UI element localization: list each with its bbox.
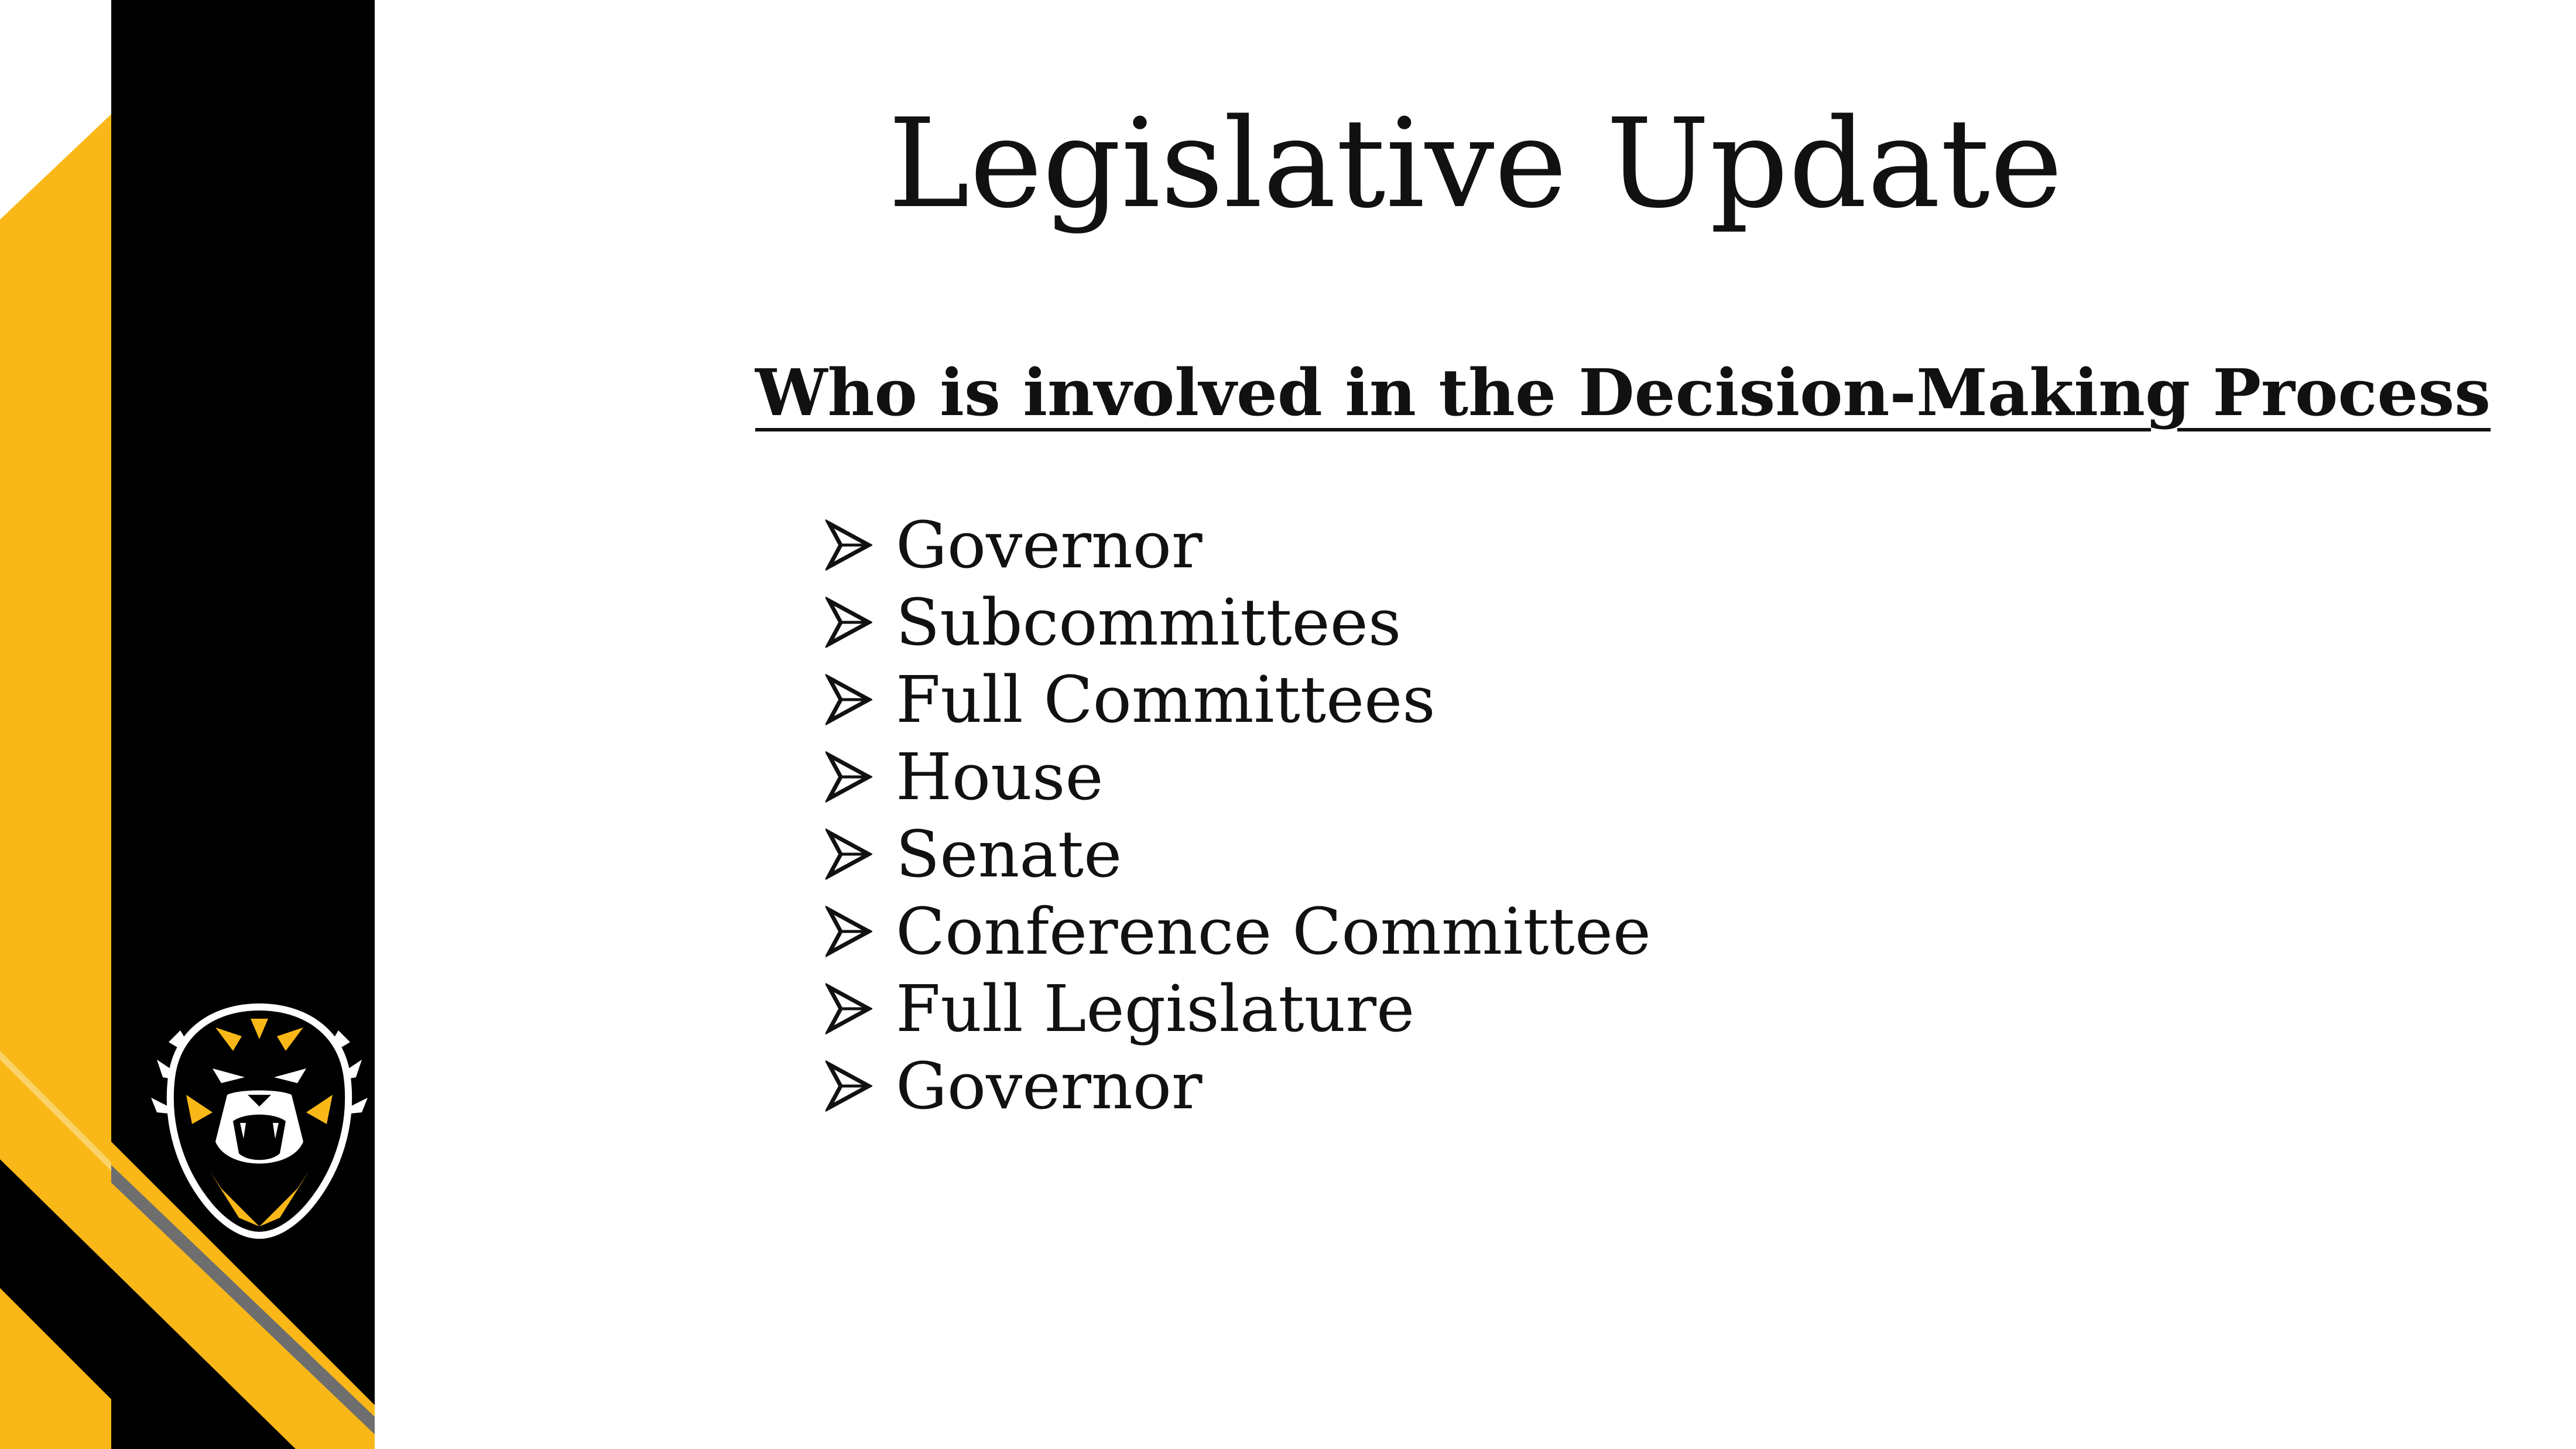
arrowhead-bullet-icon bbox=[825, 905, 872, 958]
bullet-text: Full Legislature bbox=[896, 971, 1415, 1046]
bullet-text: House bbox=[896, 739, 1104, 814]
list-item bbox=[825, 584, 1651, 661]
arrowhead-bullet-icon bbox=[825, 751, 872, 803]
tiger-head-logo bbox=[145, 995, 374, 1241]
tiger-mouth bbox=[233, 1115, 286, 1160]
list-item bbox=[825, 661, 1651, 738]
arrowhead-bullet-icon bbox=[825, 673, 872, 726]
bullet-list bbox=[825, 506, 1651, 1125]
list-item bbox=[825, 506, 1651, 584]
list-item bbox=[825, 970, 1651, 1047]
arrowhead-bullet-icon bbox=[825, 596, 872, 649]
bullet-text: Governor bbox=[896, 508, 1203, 583]
slide-subtitle: Who is involved in the Decision-Making Process bbox=[755, 355, 2491, 430]
bullet-text: Subcommittees bbox=[896, 585, 1402, 660]
list-item bbox=[825, 738, 1651, 816]
bullet-text: Conference Committee bbox=[896, 894, 1652, 969]
list-item bbox=[825, 893, 1651, 970]
arrowhead-bullet-icon bbox=[825, 828, 872, 881]
bullet-text: Senate bbox=[896, 817, 1122, 892]
arrowhead-bullet-icon bbox=[825, 982, 872, 1035]
bullet-text: Governor bbox=[896, 1049, 1203, 1123]
arrowhead-bullet-icon bbox=[825, 1060, 872, 1112]
list-item bbox=[825, 1047, 1651, 1125]
arrowhead-bullet-icon bbox=[825, 519, 872, 571]
list-item bbox=[825, 816, 1651, 893]
bullet-text: Full Committees bbox=[896, 662, 1436, 737]
slide-title: Legislative Update bbox=[888, 92, 2063, 235]
